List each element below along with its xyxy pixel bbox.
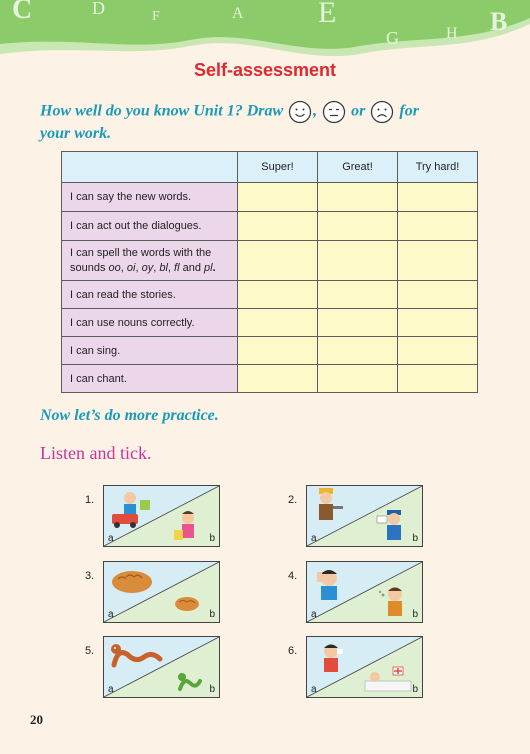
- exercise-2-card: [306, 485, 423, 547]
- rating-cell-super[interactable]: [238, 241, 318, 281]
- rating-cell-try-hard[interactable]: [398, 365, 478, 393]
- self-assessment-table: [61, 151, 478, 393]
- row-label: I can act out the dialogues.: [62, 212, 238, 241]
- option-b-label: b: [412, 609, 418, 620]
- option-b-label: b: [209, 609, 215, 620]
- prompt-or: or: [351, 102, 366, 120]
- exercise-number: 4.: [288, 570, 298, 582]
- option-a-label: a: [108, 684, 114, 695]
- exercise-number: 3.: [85, 570, 95, 582]
- option-a-label: a: [311, 609, 317, 620]
- header-letter: A: [232, 5, 244, 22]
- table-header-row: [62, 152, 478, 183]
- page-number: 20: [30, 712, 43, 727]
- table-row: [62, 241, 478, 281]
- neutral-face-icon: [322, 100, 346, 124]
- rating-cell-super[interactable]: [238, 281, 318, 309]
- exercise-2-picture: [307, 486, 422, 546]
- rating-cell-great[interactable]: [318, 365, 398, 393]
- rating-cell-try-hard[interactable]: [398, 337, 478, 365]
- column-header: Try hard!: [398, 152, 478, 183]
- rating-cell-try-hard[interactable]: [398, 241, 478, 281]
- rating-cell-super[interactable]: [238, 309, 318, 337]
- column-header: Super!: [238, 152, 318, 183]
- row-label: I can use nouns correctly.: [62, 309, 238, 337]
- exercise-1-card: [103, 485, 220, 547]
- assessment-prompt: [40, 100, 500, 144]
- listen-and-tick-heading: Listen and tick.: [40, 443, 152, 463]
- rating-cell-super[interactable]: [238, 183, 318, 212]
- exercise-4-picture: [307, 562, 422, 622]
- table-row: [62, 337, 478, 365]
- page-title: Self-assessment: [193, 60, 337, 80]
- table-row: [62, 365, 478, 393]
- option-b-label: b: [412, 684, 418, 695]
- column-header: Great!: [318, 152, 398, 183]
- exercise-1-picture: [104, 486, 219, 546]
- option-b-label: b: [209, 684, 215, 695]
- row-label: I can chant.: [62, 365, 238, 393]
- happy-face-icon: [288, 100, 312, 124]
- header-letter: G: [386, 28, 399, 48]
- table-corner: [62, 152, 238, 183]
- prompt-text: How well do you know Unit 1? Draw: [40, 102, 284, 120]
- rating-cell-great[interactable]: [318, 183, 398, 212]
- row-label: I can sing.: [62, 337, 238, 365]
- row-label: I can say the new words.: [62, 183, 238, 212]
- table-row: [62, 281, 478, 309]
- option-b-label: b: [412, 533, 418, 544]
- header-letter: E: [318, 0, 337, 29]
- rating-cell-super[interactable]: [238, 212, 318, 241]
- header-letter: B: [490, 7, 508, 36]
- rating-cell-super[interactable]: [238, 337, 318, 365]
- prompt-line2: your work.: [40, 125, 112, 142]
- table-row: [62, 183, 478, 212]
- exercise-6-card: [306, 636, 423, 698]
- exercise-number: 2.: [288, 494, 298, 506]
- small-bread-roll-illustration: [175, 597, 199, 611]
- table-row: [62, 212, 478, 241]
- exercise-5-card: [103, 636, 220, 698]
- header-banner: [0, 0, 530, 62]
- exercise-3-picture: [104, 562, 219, 622]
- sad-face-icon: [370, 100, 394, 124]
- more-practice-heading: Now let’s do more practice.: [40, 407, 219, 424]
- rating-cell-great[interactable]: [318, 212, 398, 241]
- row-label: I can read the stories.: [62, 281, 238, 309]
- rating-cell-great[interactable]: [318, 281, 398, 309]
- header-letter: D: [92, 0, 105, 18]
- exercise-number: 5.: [85, 645, 95, 657]
- option-a-label: a: [311, 684, 317, 695]
- option-a-label: a: [311, 533, 317, 544]
- rating-cell-great[interactable]: [318, 337, 398, 365]
- exercise-number: 1.: [85, 494, 95, 506]
- rating-cell-try-hard[interactable]: [398, 281, 478, 309]
- exercise-5-picture: [104, 637, 219, 697]
- table-row: [62, 309, 478, 337]
- option-b-label: b: [209, 533, 215, 544]
- rating-cell-great[interactable]: [318, 241, 398, 281]
- option-a-label: a: [108, 533, 114, 544]
- exercise-3-card: [103, 561, 220, 623]
- rating-cell-try-hard[interactable]: [398, 183, 478, 212]
- header-letter: H: [446, 25, 458, 42]
- rating-cell-try-hard[interactable]: [398, 212, 478, 241]
- prompt-for: for: [399, 102, 419, 120]
- large-bread-loaf-illustration: [112, 571, 152, 593]
- exercise-6-picture: [307, 637, 422, 697]
- prompt-separator: ,: [313, 102, 318, 120]
- rating-cell-super[interactable]: [238, 365, 318, 393]
- rating-cell-great[interactable]: [318, 309, 398, 337]
- exercise-number: 6.: [288, 645, 298, 657]
- rating-cell-try-hard[interactable]: [398, 309, 478, 337]
- option-a-label: a: [108, 609, 114, 620]
- header-letter: C: [12, 0, 33, 25]
- row-label: I can spell the words with the sounds oo, oi, oy, bl, fl and pl.: [62, 241, 238, 281]
- exercise-4-card: [306, 561, 423, 623]
- header-letter: F: [152, 9, 160, 24]
